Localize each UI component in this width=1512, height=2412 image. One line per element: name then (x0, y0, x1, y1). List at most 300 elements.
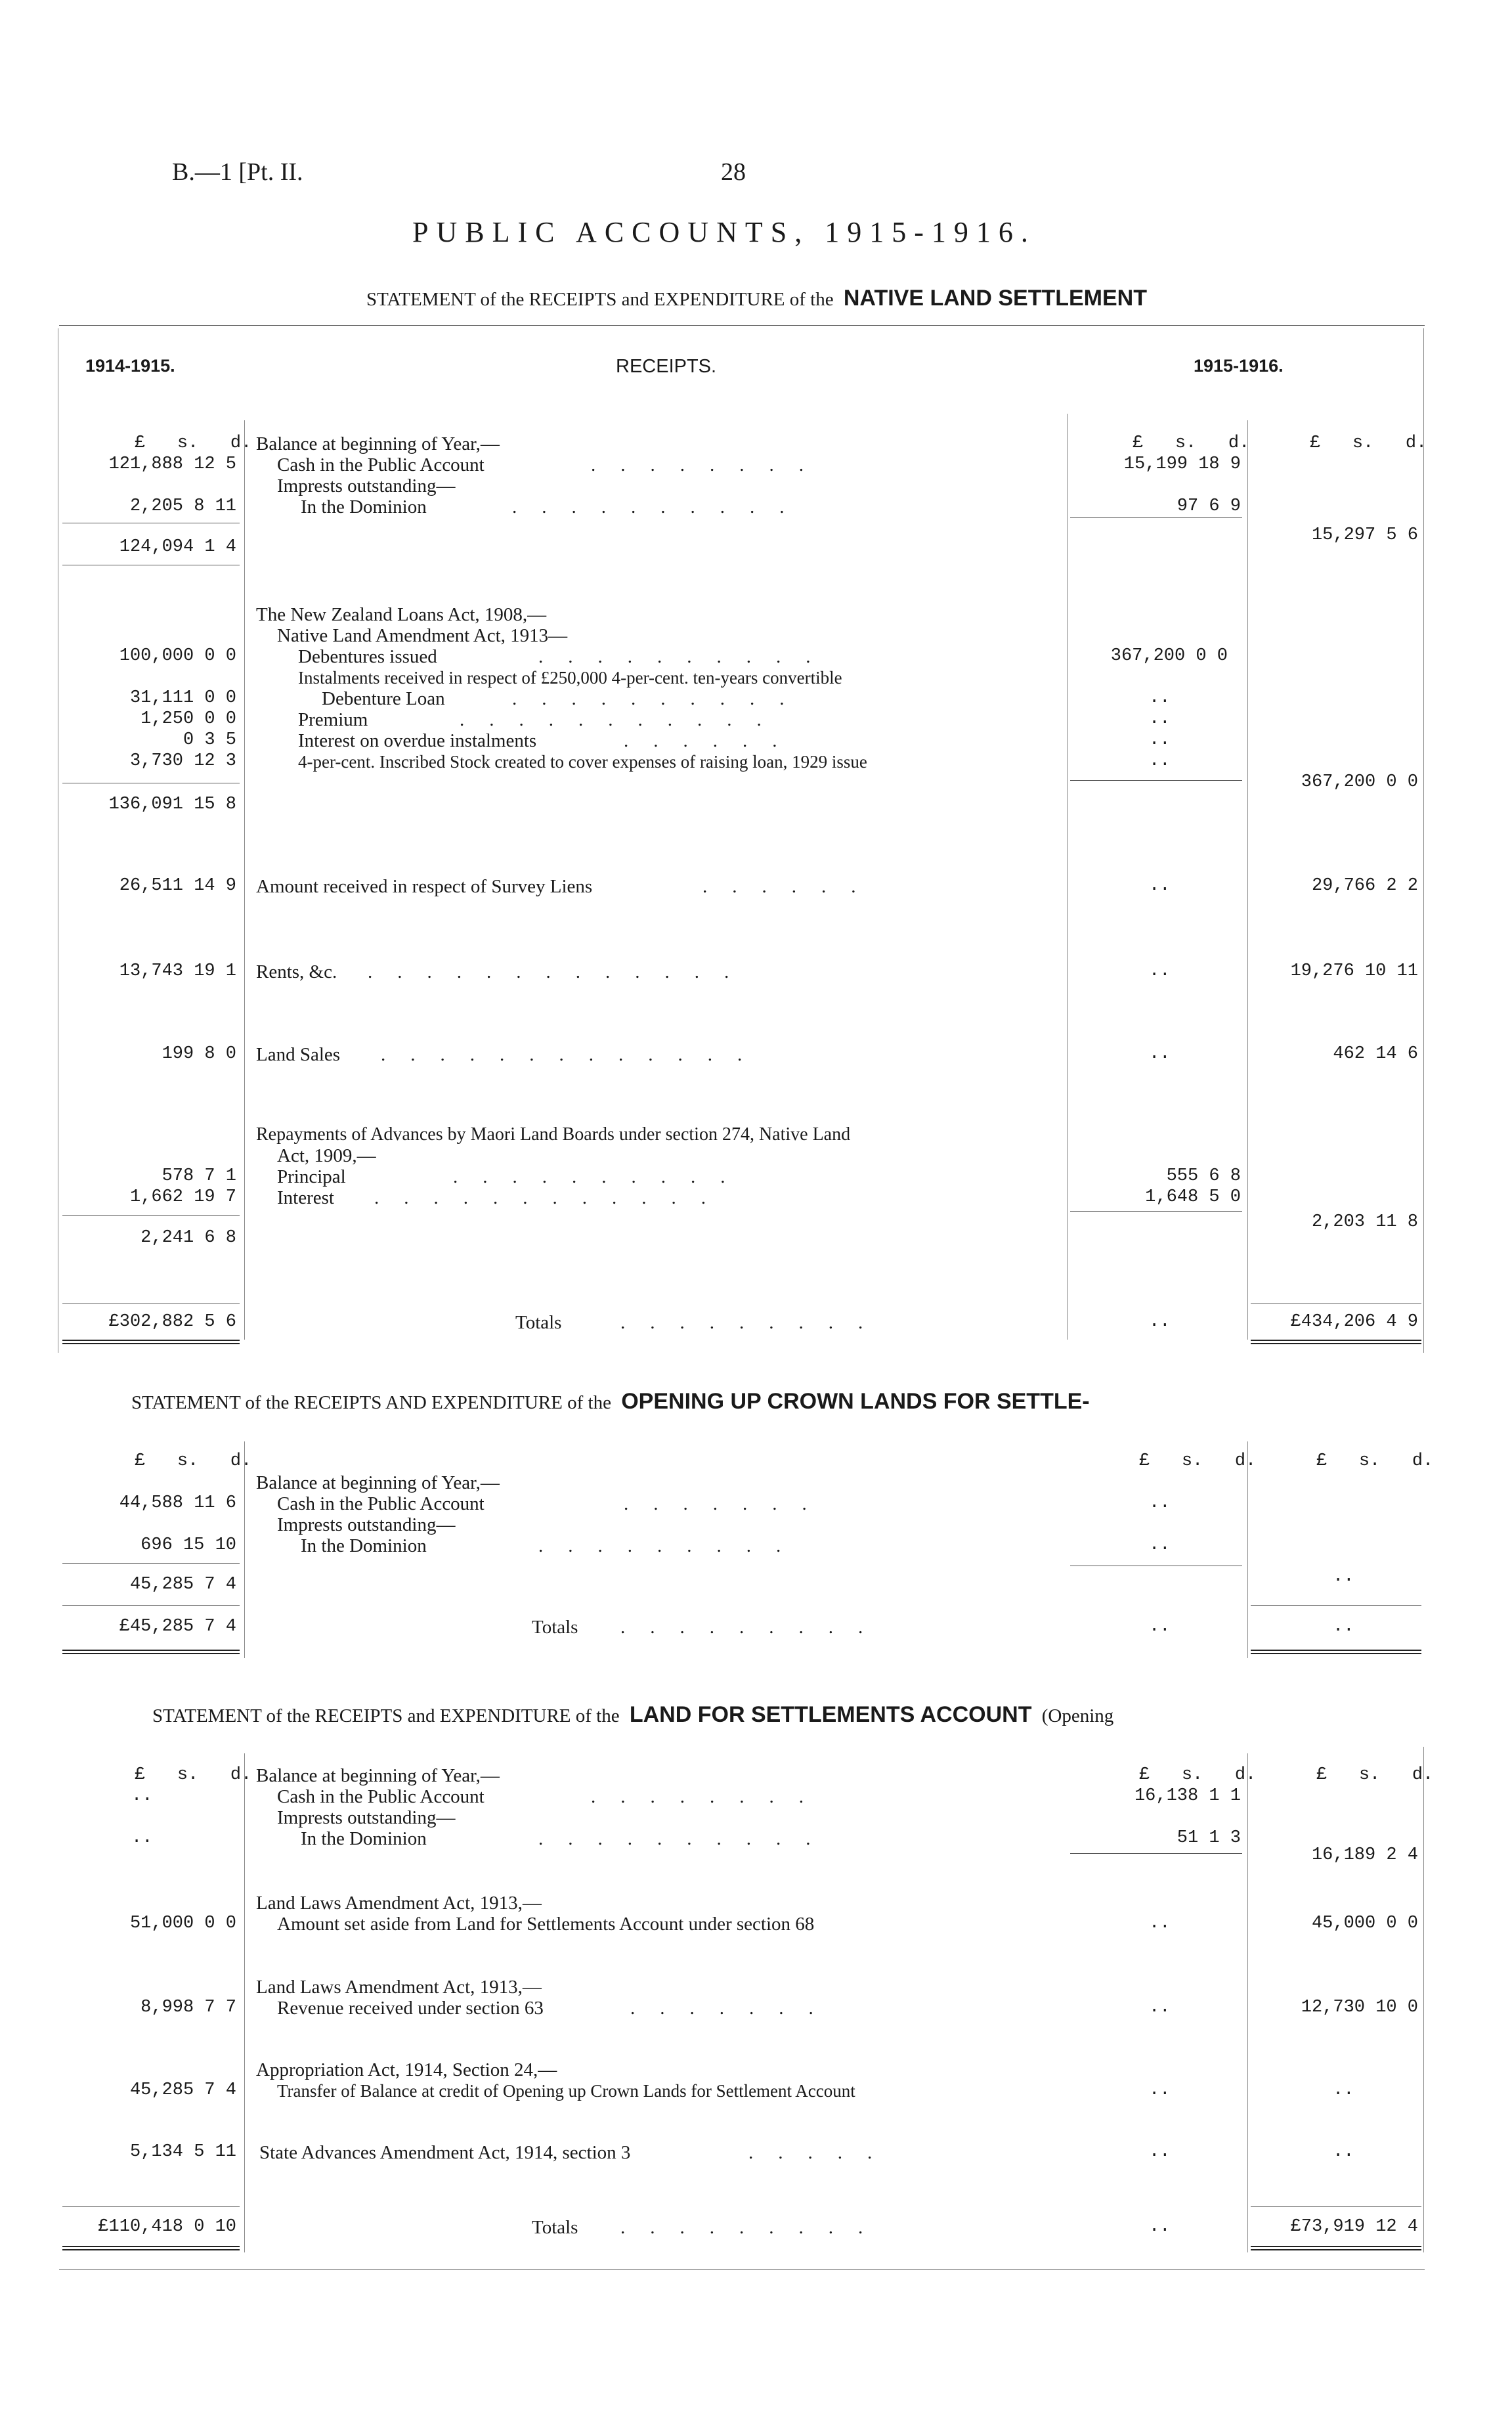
amount-pounds: 121,888 (108, 454, 183, 474)
amount-shillings: 3 (204, 730, 215, 750)
amount-pounds: 367,200 (1110, 646, 1186, 666)
amount-pounds: 13,743 (119, 961, 183, 981)
amount-pence: 8 (225, 795, 236, 814)
native-unit-mid (1133, 433, 1249, 453)
amount-shillings: 15 (183, 1535, 205, 1555)
subtotal-rule (1070, 780, 1242, 781)
amount-pence: 0 (1217, 646, 1228, 666)
native-imprests-label: Imprests outstanding— (277, 475, 456, 496)
amount-shillings: 6 (1209, 496, 1220, 516)
unit-shilling: s. (1181, 1765, 1203, 1785)
amount-shillings: 4 (1386, 1312, 1397, 1332)
settlements-col-divider-3 (1247, 1753, 1248, 2252)
native-unit-left (135, 433, 251, 453)
leader-dots: ....... (630, 1998, 838, 2019)
amount-shillings: 0 (1386, 772, 1397, 792)
amount-pounds: 1,648 (1145, 1187, 1199, 1207)
page-number: 28 (721, 158, 746, 186)
amount-pence: 0 (225, 688, 236, 708)
unit-pence: d. (230, 1765, 252, 1785)
amount-pence: 9 (1230, 496, 1241, 516)
settlements-imprests-label: Imprests outstanding— (277, 1807, 456, 1828)
amount-pounds: £45,285 (119, 1617, 194, 1636)
crown-totals-label: Totals (532, 1617, 578, 1638)
settlements-act3-left (72, 2080, 236, 2100)
native-dominion-left (72, 496, 236, 516)
unit-shilling: s. (177, 433, 199, 453)
amount-pence: 4 (225, 1617, 236, 1636)
totals-double-rule (62, 2246, 240, 2250)
native-inscribed-left (72, 751, 236, 771)
unit-pence: d. (1412, 1451, 1434, 1471)
crown-cash-left (72, 1493, 236, 1513)
settlements-cash-label: Cash in the Public Account (277, 1786, 485, 1807)
leader-dots: ........ (591, 454, 829, 475)
settlements-unit-left (135, 1765, 251, 1785)
native-totals-mid: .. (1149, 1312, 1171, 1332)
leader-dots: ........ (591, 1786, 829, 1807)
native-debenture-loan-mid: .. (1149, 688, 1171, 708)
amount-pounds: 51 (1177, 1828, 1199, 1848)
native-interest-left (72, 1187, 236, 1207)
unit-pound: £ (1310, 433, 1321, 453)
settlements-cash-left: .. (131, 1786, 153, 1806)
statement-crown-bold: OPENING UP CROWN LANDS FOR SETTLE- (621, 1389, 1090, 1414)
native-principal-mid (1077, 1166, 1241, 1186)
amount-pence: 2 (1407, 876, 1418, 896)
amount-pence: 1 (1230, 1786, 1241, 1806)
page-title: PUBLIC ACCOUNTS, 1915-1916. (412, 216, 1036, 248)
unit-shilling: s. (1181, 1451, 1203, 1471)
amount-shillings: 7 (204, 1998, 215, 2017)
crown-cash-mid: .. (1149, 1493, 1171, 1513)
totals-double-rule (1251, 1650, 1421, 1654)
amount-shillings: 6 (204, 1228, 215, 1248)
totals-rule (62, 1605, 240, 1606)
settlements-act2-heading: Land Laws Amendment Act, 1913,— (256, 1977, 542, 1998)
statement-native-prefix: STATEMENT of the RECEIPTS and EXPENDITURE of the (366, 289, 834, 310)
amount-shillings: 12 (1375, 2217, 1397, 2237)
amount-pence: 1 (225, 961, 236, 981)
native-balance-total-left (72, 537, 236, 557)
settlements-balance-total-right (1254, 1845, 1418, 1865)
amount-shillings: 0 (1196, 646, 1207, 666)
totals-rule (1251, 2206, 1421, 2207)
leader-dots: .......... (453, 1166, 750, 1187)
native-cash-mid (1077, 454, 1241, 474)
amount-shillings: 1 (1209, 1828, 1220, 1848)
amount-shillings: 11 (194, 1493, 215, 1513)
native-dominion-mid (1077, 496, 1241, 516)
settlements-act1-left (72, 1914, 236, 1933)
amount-pounds: £302,882 (108, 1312, 194, 1332)
native-year-right: 1915-1916. (1194, 356, 1284, 376)
native-debenture-loan-left (72, 688, 236, 708)
native-loans-total-right (1254, 772, 1418, 792)
amount-pence: 8 (1407, 1212, 1418, 1232)
amount-shillings: 12 (194, 454, 215, 474)
amount-pounds: 97 (1177, 496, 1199, 516)
native-right-rule (1423, 328, 1424, 1353)
settlements-dominion-label: In the Dominion (301, 1828, 427, 1849)
native-cash-left (72, 454, 236, 474)
amount-pence: 0 (225, 709, 236, 729)
amount-shillings: 5 (194, 2142, 205, 2162)
unit-pence: d. (1412, 1765, 1434, 1785)
statement-native-bold: NATIVE LAND SETTLEMENT (843, 286, 1147, 311)
amount-pence: 0 (225, 1044, 236, 1064)
amount-pence: 4 (225, 2080, 236, 2100)
totals-rule (1251, 1605, 1421, 1606)
amount-pounds: 5,134 (129, 2142, 183, 2162)
settlements-col-divider-1 (244, 1753, 245, 2252)
totals-double-rule (1251, 2246, 1421, 2250)
leader-dots: ......... (620, 1617, 888, 1638)
leader-dots: ....... (624, 1493, 832, 1514)
amount-pence: 0 (225, 646, 236, 666)
settlements-unit-mid (1139, 1765, 1256, 1785)
statement-settlements-suffix: (Opening (1041, 1705, 1114, 1726)
amount-pounds: 19,276 (1290, 961, 1354, 981)
amount-pence: 3 (225, 751, 236, 771)
amount-pounds: 2,241 (140, 1228, 194, 1248)
crown-unit-right (1316, 1451, 1433, 1471)
settlements-dominion-left: .. (131, 1828, 153, 1848)
native-rents-right (1254, 961, 1418, 981)
native-survey-right (1254, 876, 1418, 896)
crown-balance-total-right: .. (1333, 1567, 1354, 1587)
amount-pounds: 26,511 (119, 876, 183, 896)
amount-pence: 3 (1230, 1828, 1241, 1848)
native-principal-left (72, 1166, 236, 1186)
amount-shillings: 19 (194, 1187, 215, 1207)
amount-pounds: 8,998 (140, 1998, 194, 2017)
crown-unit-mid (1139, 1451, 1256, 1471)
native-interest-mid (1077, 1187, 1241, 1207)
crown-balance-heading: Balance at beginning of Year,— (256, 1472, 500, 1493)
leader-dots: .......... (538, 1828, 836, 1849)
settlements-cash-mid (1077, 1786, 1241, 1806)
amount-pounds: 2,203 (1311, 1212, 1365, 1232)
totals-double-rule (62, 1340, 240, 1344)
settlements-act4-mid: .. (1149, 2142, 1171, 2162)
amount-pence: 11 (215, 2142, 236, 2162)
unit-shilling: s. (1358, 1765, 1381, 1785)
native-loans-heading: The New Zealand Loans Act, 1908,— (256, 604, 547, 625)
amount-pounds: 696 (140, 1535, 173, 1555)
settlements-unit-right (1316, 1765, 1433, 1785)
amount-pounds: 462 (1333, 1044, 1365, 1064)
amount-pence: 6 (225, 1493, 236, 1513)
amount-pounds: 199 (162, 1044, 194, 1064)
amount-pence: 0 (1230, 1187, 1241, 1207)
leader-dots: ............. (381, 1044, 767, 1065)
native-cash-label: Cash in the Public Account (277, 454, 485, 475)
unit-pound: £ (135, 433, 146, 453)
unit-shilling: s. (177, 1765, 199, 1785)
amount-pence: 7 (225, 1187, 236, 1207)
amount-pence: 11 (215, 496, 236, 516)
leader-dots: ......... (620, 2217, 888, 2238)
crown-totals-left (72, 1617, 236, 1636)
amount-pence: 10 (215, 2217, 236, 2237)
native-instalments-label: Instalments received in respect of £250,000 4-per-cent. ten-years convertible (298, 668, 842, 688)
statement-native-title (366, 288, 1147, 310)
unit-pence: d. (1228, 433, 1250, 453)
amount-pounds: 29,766 (1311, 876, 1376, 896)
amount-pence: 10 (215, 1535, 236, 1555)
amount-pounds: 15,199 (1123, 454, 1188, 474)
crown-col-divider-3 (1247, 1441, 1248, 1658)
amount-shillings: 0 (1386, 1914, 1397, 1933)
native-repay-heading: Repayments of Advances by Maori Land Boards under section 274, Native Land (256, 1124, 851, 1145)
native-debentures-mid (1064, 646, 1228, 666)
amount-pounds: 367,200 (1301, 772, 1376, 792)
native-debentures-label: Debentures issued (298, 646, 437, 667)
native-land-sales-mid: .. (1149, 1044, 1171, 1064)
native-interest-label: Interest (277, 1187, 334, 1208)
native-totals-label: Totals (515, 1312, 562, 1333)
settlements-act2-mid: .. (1149, 1998, 1171, 2017)
amount-pence: 9 (225, 876, 236, 896)
amount-shillings: 8 (194, 496, 205, 516)
native-principal-label: Principal (277, 1166, 346, 1187)
unit-pound: £ (135, 1451, 146, 1471)
amount-pence: 7 (225, 1998, 236, 2017)
amount-shillings: 5 (204, 1312, 215, 1332)
unit-pence: d. (1405, 433, 1427, 453)
amount-shillings: 6 (1209, 1166, 1220, 1186)
settlements-act3-label: Transfer of Balance at credit of Opening up Crown Lands for Settlement Account (277, 2081, 855, 2101)
amount-shillings: 1 (1209, 1786, 1220, 1806)
native-premium-left (72, 709, 236, 729)
amount-pounds: 12,730 (1301, 1998, 1365, 2017)
native-year-left: 1914-1915. (85, 356, 175, 376)
unit-pound: £ (1139, 1765, 1150, 1785)
settlements-act4-label: State Advances Amendment Act, 1914, section 3 (259, 2142, 631, 2163)
settlements-right-rule (1423, 1747, 1424, 2252)
amount-pence: 6 (1407, 1044, 1418, 1064)
settlements-balance-heading: Balance at beginning of Year,— (256, 1765, 500, 1786)
statement-settlements-title (152, 1704, 1113, 1726)
leader-dots: ......... (620, 1312, 888, 1333)
native-premium-label: Premium (298, 709, 368, 730)
amount-shillings: 0 (194, 2217, 205, 2237)
leader-dots: .......... (512, 688, 810, 709)
amount-pence: 1 (225, 1166, 236, 1186)
amount-shillings: 2 (1386, 1845, 1397, 1865)
settlements-act3-mid: .. (1149, 2080, 1171, 2100)
amount-shillings: 7 (204, 1166, 215, 1186)
settlements-act1-label: Amount set aside from Land for Settlements Account under section 68 (277, 1914, 815, 1935)
amount-shillings: 10 (1375, 1998, 1397, 2017)
amount-shillings: 14 (194, 876, 215, 896)
amount-pounds: 578 (162, 1166, 194, 1186)
crown-dominion-left (72, 1535, 236, 1555)
amount-shillings: 11 (1375, 1212, 1397, 1232)
amount-shillings: 14 (1375, 1044, 1397, 1064)
amount-shillings: 0 (204, 646, 215, 666)
settlements-act2-left (72, 1998, 236, 2017)
amount-pounds: £73,919 (1290, 2217, 1365, 2237)
amount-shillings: 0 (204, 688, 215, 708)
unit-shilling: s. (1358, 1451, 1381, 1471)
unit-pence: d. (230, 1451, 252, 1471)
settlements-act3-right: .. (1333, 2080, 1354, 2100)
amount-pounds: 45,285 (129, 2080, 194, 2100)
crown-totals-mid: .. (1149, 1617, 1171, 1636)
amount-shillings: 10 (1364, 961, 1387, 981)
subtotal-rule (62, 1215, 240, 1216)
amount-pence: 4 (1407, 2217, 1418, 2237)
page-ref: B.—1 [Pt. II. (172, 158, 303, 186)
amount-pence: 0 (1407, 772, 1418, 792)
amount-shillings: 12 (194, 751, 215, 771)
amount-pence: 8 (225, 1228, 236, 1248)
native-interest-overdue-left (72, 730, 236, 750)
settlements-act2-label: Revenue received under section 63 (277, 1998, 544, 2019)
native-col-divider-1 (244, 420, 245, 1340)
amount-pounds: 100,000 (119, 646, 194, 666)
settlements-totals-left (72, 2217, 236, 2237)
unit-shilling: s. (1175, 433, 1197, 453)
native-inscribed-mid: .. (1149, 751, 1171, 771)
amount-shillings: 8 (204, 1044, 215, 1064)
amount-shillings: 7 (204, 1617, 215, 1636)
settlements-act1-right (1254, 1914, 1418, 1933)
settlements-act1-heading: Land Laws Amendment Act, 1913,— (256, 1893, 542, 1914)
amount-pounds: 45,000 (1311, 1914, 1376, 1933)
subtotal-rule (1070, 1853, 1242, 1854)
amount-shillings: 5 (1386, 525, 1397, 545)
crown-dominion-label: In the Dominion (301, 1535, 427, 1556)
amount-pence: 9 (1230, 454, 1241, 474)
crown-totals-right: .. (1333, 1617, 1354, 1636)
native-survey-label: Amount received in respect of Survey Liens (256, 876, 593, 897)
amount-pence: 5 (225, 730, 236, 750)
settlements-act4-left (72, 2142, 236, 2162)
unit-pence: d. (1234, 1765, 1257, 1785)
native-loans-total-left (72, 795, 236, 814)
amount-shillings: 15 (194, 795, 215, 814)
crown-balance-total-left (72, 1575, 236, 1594)
subtotal-rule (1070, 1211, 1242, 1212)
settlements-totals-right (1254, 2217, 1418, 2237)
amount-pounds: 15,297 (1311, 525, 1376, 545)
crown-cash-label: Cash in the Public Account (277, 1493, 485, 1514)
native-col-divider-3 (1247, 420, 1248, 1340)
leader-dots: ......... (538, 1535, 806, 1556)
statement-settlements-bold: LAND FOR SETTLEMENTS ACCOUNT (629, 1702, 1032, 1727)
amount-pounds: £110,418 (98, 2217, 183, 2237)
amount-pounds: £434,206 (1290, 1312, 1376, 1332)
amount-pence: 0 (1407, 1914, 1418, 1933)
statement-crown-prefix: STATEMENT of the RECEIPTS AND EXPENDITURE of the (131, 1392, 611, 1413)
crown-unit-left (135, 1451, 251, 1471)
settlements-totals-mid: .. (1149, 2217, 1171, 2237)
native-section-title: RECEIPTS. (616, 356, 717, 377)
unit-shilling: s. (1352, 433, 1374, 453)
leader-dots: ........... (460, 709, 787, 730)
leader-dots: .......... (512, 496, 810, 517)
amount-shillings: 19 (194, 961, 215, 981)
amount-shillings: 7 (204, 1575, 215, 1594)
amount-pence: 11 (1396, 961, 1418, 981)
amount-pence: 6 (1407, 525, 1418, 545)
native-repay-total-left (72, 1228, 236, 1248)
settlements-act2-right (1254, 1998, 1418, 2017)
amount-shillings: 18 (1198, 454, 1220, 474)
native-survey-left (72, 876, 236, 896)
leader-dots: ............. (368, 961, 754, 982)
amount-pounds: 136,091 (108, 795, 183, 814)
unit-pound: £ (1133, 433, 1144, 453)
native-premium-mid: .. (1149, 709, 1171, 729)
leader-dots: ...... (624, 730, 802, 751)
amount-pounds: 16,189 (1311, 1845, 1376, 1865)
amount-shillings: 0 (204, 1914, 215, 1933)
amount-pounds: 555 (1166, 1166, 1199, 1186)
amount-pounds: 51,000 (129, 1914, 194, 1933)
amount-pounds: 2,205 (129, 496, 183, 516)
unit-pound: £ (1316, 1451, 1328, 1471)
unit-pence: d. (1234, 1451, 1257, 1471)
native-top-rule (59, 325, 1425, 326)
amount-shillings: 0 (204, 709, 215, 729)
amount-pounds: 1,662 (129, 1187, 183, 1207)
native-debentures-left (72, 646, 236, 666)
amount-pence: 5 (225, 454, 236, 474)
unit-pound: £ (1139, 1451, 1150, 1471)
settlements-act1-mid: .. (1149, 1914, 1171, 1933)
native-col-divider-2 (1067, 414, 1068, 1340)
native-unit-right (1310, 433, 1427, 453)
native-land-sales-left (72, 1044, 236, 1064)
native-interest-overdue-mid: .. (1149, 730, 1171, 750)
amount-shillings: 1 (204, 537, 215, 557)
native-balance-total-right (1254, 525, 1418, 545)
totals-double-rule (1251, 1340, 1421, 1344)
amount-shillings: 7 (204, 2080, 215, 2100)
amount-pounds: 3,730 (129, 751, 183, 771)
settlements-dominion-mid (1077, 1828, 1241, 1848)
amount-shillings: 5 (1209, 1187, 1220, 1207)
amount-pence: 0 (225, 1914, 236, 1933)
amount-pence: 0 (1407, 1998, 1418, 2017)
native-inscribed-label: 4-per-cent. Inscribed Stock created to cover expenses of raising loan, 1929 issue (298, 752, 867, 772)
totals-rule (62, 2206, 240, 2207)
leader-dots: ...... (702, 876, 881, 897)
unit-pound: £ (135, 1765, 146, 1785)
subtotal-rule (1070, 517, 1242, 518)
native-survey-mid: .. (1149, 876, 1171, 896)
statement-crown-title (131, 1391, 1090, 1413)
amount-shillings: 2 (1386, 876, 1397, 896)
native-repay-heading2: Act, 1909,— (277, 1145, 376, 1166)
native-debenture-loan-label: Debenture Loan (322, 688, 445, 709)
native-loans-sub: Native Land Amendment Act, 1913— (277, 625, 568, 646)
native-rents-label: Rents, &c. (256, 961, 337, 982)
unit-pound: £ (1316, 1765, 1328, 1785)
amount-pounds: 45,285 (129, 1575, 194, 1594)
amount-pounds: 16,138 (1134, 1786, 1199, 1806)
amount-pounds: 0 (183, 730, 194, 750)
native-totals-right (1254, 1312, 1418, 1332)
settlements-act4-right: .. (1333, 2142, 1354, 2162)
leader-dots: .......... (538, 646, 836, 667)
crown-imprests-label: Imprests outstanding— (277, 1514, 456, 1535)
totals-double-rule (62, 1650, 240, 1654)
